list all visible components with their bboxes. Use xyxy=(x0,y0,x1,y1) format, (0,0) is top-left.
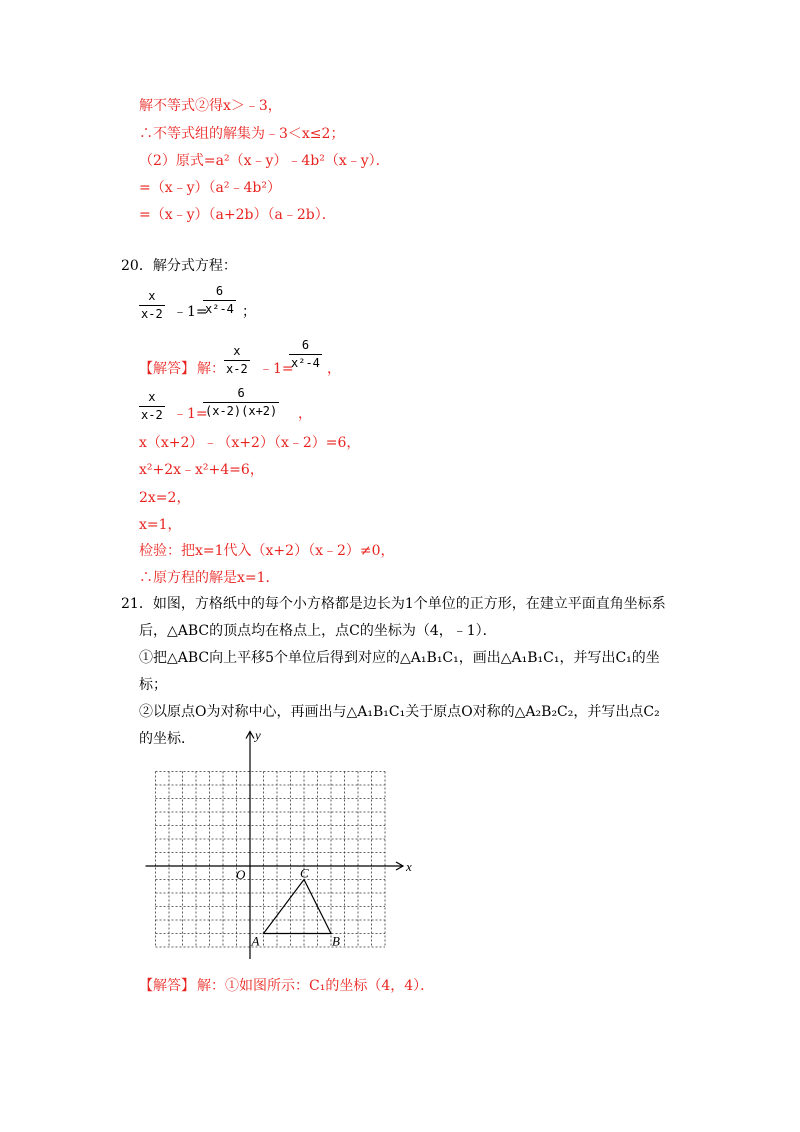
fraction-numerator: x xyxy=(148,390,156,404)
answer20-step4: x²+2x﹣x²+4=6， xyxy=(139,462,264,478)
solution19-line5: =（x﹣y）（a+2b）（a﹣2b）． xyxy=(139,207,336,223)
coordinate-grid-figure xyxy=(130,727,412,974)
fraction-bar xyxy=(139,406,165,407)
answer20-conclusion: ∴原方程的解是x=1． xyxy=(139,570,280,586)
problem21-line5: ②以原点O为对称中心，再画出与△A₁B₁C₁关于原点O对称的△A₂B₂C₂，并写出点C₂ xyxy=(139,704,660,720)
answer-jie: 解： xyxy=(197,361,225,377)
answer20-step2-end: ， xyxy=(298,406,312,422)
origin-label: O xyxy=(236,867,246,882)
fraction-denominator: x²-4 xyxy=(205,302,234,316)
solution19-line4: =（x﹣y）（a²﹣4b²） xyxy=(139,180,281,196)
fraction-bar xyxy=(289,354,322,355)
fraction-bar xyxy=(139,305,165,306)
fraction-denominator: x-2 xyxy=(141,408,163,422)
problem20-title: 20．解分式方程： xyxy=(121,258,237,274)
fraction-numerator: 6 xyxy=(215,284,224,298)
fraction-denominator: x-2 xyxy=(226,362,248,376)
answer20-step1-end: ， xyxy=(327,361,341,377)
answer21-label: 【解答】 xyxy=(139,978,195,994)
coordinate-grid xyxy=(130,727,412,974)
fraction-bar xyxy=(203,300,236,301)
fraction-numerator: x xyxy=(233,344,241,358)
x-axis-label: x xyxy=(406,859,412,874)
answer21-text: 解：①如图所示：C₁的坐标（4，4）． xyxy=(197,978,435,994)
fraction-denominator: (x-2)(x+2) xyxy=(205,404,278,418)
answer20-step2-fraction-rhs xyxy=(203,386,279,418)
solution19-line1: 解不等式②得x＞﹣3， xyxy=(139,98,282,114)
solution19-line2: ∴不等式组的解集为﹣3＜x≤2； xyxy=(139,126,345,142)
point-a-label: A xyxy=(251,933,260,949)
point-b-label: B xyxy=(332,933,340,949)
fraction-bar xyxy=(224,360,250,361)
problem20-end: ； xyxy=(242,304,256,320)
fraction-denominator: x-2 xyxy=(141,307,163,321)
answer20-step1-fraction-lhs xyxy=(224,344,250,376)
y-axis-label: y xyxy=(255,727,261,743)
problem21-line2: 后，△ABC的顶点均在格点上，点C的坐标为（4，﹣1）． xyxy=(139,623,497,639)
fraction-bar xyxy=(203,402,279,403)
answer20-step3: x（x+2）﹣（x+2）（x﹣2）=6， xyxy=(139,435,361,451)
answer20-step6: x=1， xyxy=(139,517,182,533)
fraction-numerator: x xyxy=(148,289,156,303)
answer20-step5: 2x=2， xyxy=(139,490,191,506)
problem20-minus-one: ﹣1= xyxy=(173,304,208,320)
problem21-line1: 21．如图，方格纸中的每个小方格都是边长为1个单位的正方形，在建立平面直角坐标系 xyxy=(121,596,666,612)
answer20-step2-fraction-lhs xyxy=(139,390,165,422)
answer-label: 【解答】 xyxy=(139,361,195,377)
fraction-numerator: 6 xyxy=(237,386,245,400)
solution19-line3: （2）原式=a²（x﹣y）﹣4b²（x﹣y）． xyxy=(139,153,390,169)
answer20-step2-mid: ﹣1= xyxy=(173,406,208,422)
problem20-fraction-rhs xyxy=(203,284,236,316)
fraction-denominator: x²-4 xyxy=(291,356,320,370)
point-c-label: C xyxy=(300,865,309,881)
problem21-line4: 标； xyxy=(139,677,167,693)
problem20-fraction-lhs xyxy=(139,289,165,321)
answer20-check: 检验：把x=1代入（x+2）（x﹣2）≠0， xyxy=(139,543,395,559)
problem21-line6: 的坐标． xyxy=(139,731,195,747)
problem21-line3: ①把△ABC向上平移5个单位后得到对应的△A₁B₁C₁，画出△A₁B₁C₁，并写出C₁的坐 xyxy=(139,650,660,666)
fraction-numerator: 6 xyxy=(301,338,310,352)
answer20-step1-fraction-rhs xyxy=(289,338,322,370)
answer20-step1-mid: ﹣1= xyxy=(259,361,294,377)
